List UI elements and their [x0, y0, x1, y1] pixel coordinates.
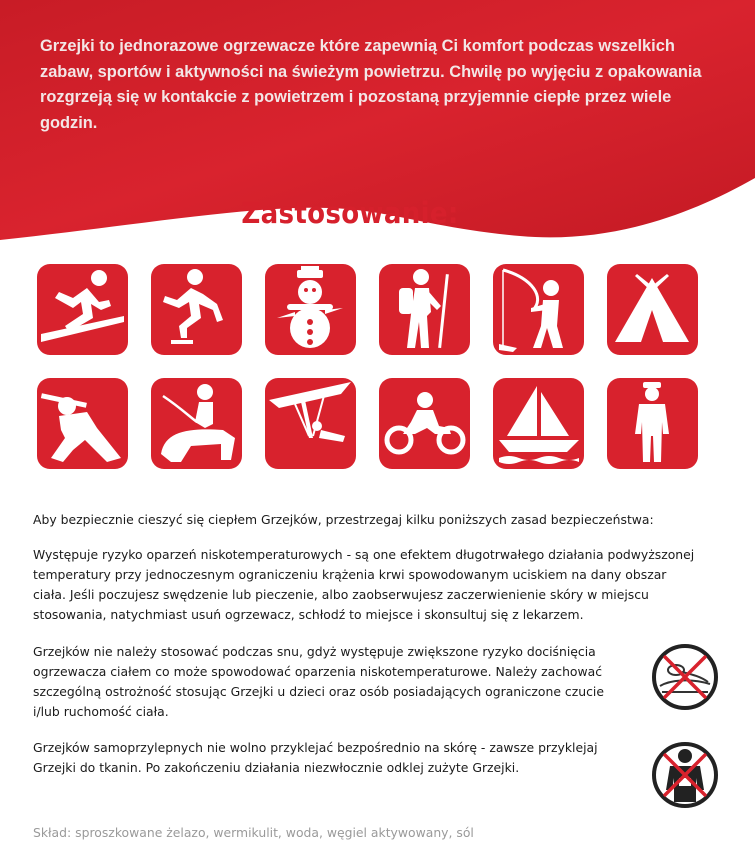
no-sleeping-icon [650, 642, 720, 712]
hiking-icon [379, 264, 470, 355]
warning-burn: Występuje ryzyko oparzeń niskotemperaturowych - są one efektem długotrwałego działania podwyższonej temperatury przy jednoczesnym ograniczeniu krążenia krwi spowodowanym uciskiem na dany obszar ciała. Jeśli poczujesz swędzenie lub pieczenie, albo zaobserwujesz zaczerwienienie skóry w miejscu stosowania, natychmiast usuń ogrzewacz, schłodź to miejsce i skonsultuj się z lekarzem. [33, 547, 695, 622]
safety-intro: Aby bezpiecznie cieszyć się ciepłem Grzejków, przestrzegaj kilku poniższych zasad bezpieczeństwa: [33, 512, 654, 527]
skiing-icon [37, 264, 128, 355]
intro-text: Grzejki to jednorazowe ogrzewacze które zapewnią Ci komfort podczas wszelkich zabaw, sportów i aktywności na świeżym powietrzu. Chwilę po wyjęciu z opakowania rozgrzeją się w kontakcie z powietrzem i pozostaną przyjemnie ciepłe przez wiele godzin. [40, 37, 702, 132]
warning-skin: Grzejków samoprzylepnych nie wolno przyklejać bezpośrednio na skórę - zawsze przyklejaj Grzejki do tkanin. Po zakończeniu działania niezwłocznie odklej zużyte Grzejki. [33, 740, 598, 775]
fishing-icon [493, 264, 584, 355]
warning-sleep: Grzejków nie należy stosować podczas snu, gdyż występuje zwiększone ryzyko dociśnięcia ogrzewacza ciałem co może spowodować oparzenia niskotemperaturowe. Należy zachować szczególną ostrożność stosując Grzejki u dzieci oraz osób posiadających ograniczone czucie i/lub ruchomość ciała. [33, 644, 604, 719]
hunting-icon [37, 378, 128, 469]
usage-icon-grid [37, 264, 697, 478]
snowman-icon [265, 264, 356, 355]
sailing-icon [493, 378, 584, 469]
composition-text: Skład: sproszkowane żelazo, wermikulit, woda, węgiel aktywowany, sól [33, 825, 474, 840]
usage-heading: Zastosowanie: [241, 196, 459, 230]
skating-icon [151, 264, 242, 355]
horse-riding-icon [151, 378, 242, 469]
no-skin-contact-icon [650, 740, 720, 810]
motorcycle-icon [379, 378, 470, 469]
tent-icon [607, 264, 698, 355]
hang-gliding-icon [265, 378, 356, 469]
guard-icon [607, 378, 698, 469]
